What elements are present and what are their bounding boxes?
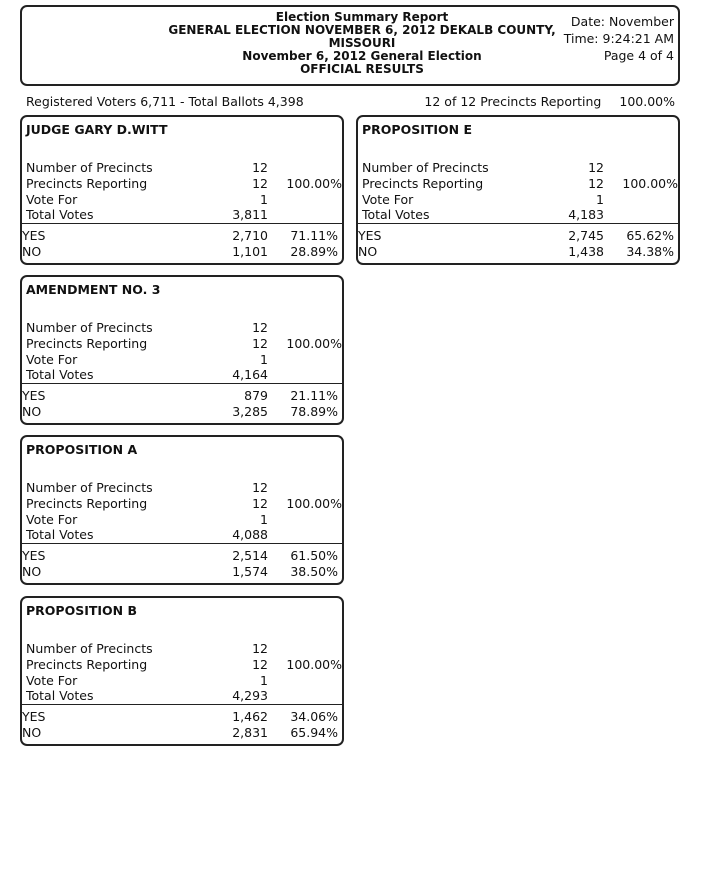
choice-row [358, 228, 678, 244]
stat-row-vote-for [26, 352, 342, 368]
choice-pct: 65.62% [626, 228, 674, 243]
stat-value: 4,164 [232, 367, 268, 382]
stat-label: Vote For [26, 192, 78, 207]
stat-pct: 100.00% [286, 657, 342, 672]
contest-box [20, 115, 344, 265]
stat-label: Precincts Reporting [26, 657, 148, 672]
choice-pct: 65.94% [290, 725, 338, 740]
choice-pct: 21.11% [290, 388, 338, 403]
stat-value: 1 [260, 673, 268, 688]
precincts-reporting-pct: 100.00% [619, 94, 675, 109]
stat-value: 4,088 [232, 527, 268, 542]
stat-row-vote-for [26, 673, 342, 689]
stat-label: Number of Precincts [362, 160, 489, 175]
stat-row-total-votes [26, 688, 342, 704]
choice-row [358, 244, 678, 260]
choice-label: YES [22, 709, 46, 724]
choice-votes: 1,462 [232, 709, 268, 724]
choice-label: NO [22, 725, 42, 740]
choice-label: NO [22, 564, 42, 579]
stat-label: Vote For [26, 352, 78, 367]
choice-label: NO [22, 244, 42, 259]
stat-pct: 100.00% [286, 496, 342, 511]
choice-pct: 34.38% [626, 244, 674, 259]
choice-label: NO [22, 404, 42, 419]
stat-pct: 100.00% [286, 176, 342, 191]
choice-pct: 71.11% [290, 228, 338, 243]
stat-row-vote-for [26, 192, 342, 208]
stat-value: 12 [252, 176, 268, 191]
choice-row [22, 548, 342, 564]
stat-value: 1 [596, 192, 604, 207]
stat-row-total-votes [26, 527, 342, 543]
choice-pct: 38.50% [290, 564, 338, 579]
stat-value: 12 [588, 160, 604, 175]
stat-label: Precincts Reporting [26, 496, 148, 511]
precincts-reporting-summary [424, 94, 675, 109]
contest-box [356, 115, 680, 265]
stat-row-precincts-reporting [26, 176, 342, 192]
stat-value: 1 [260, 352, 268, 367]
results-status: OFFICIAL RESULTS [300, 62, 424, 76]
election-state: MISSOURI [328, 36, 396, 50]
contest-title: PROPOSITION B [26, 603, 137, 618]
divider [22, 223, 342, 224]
choice-votes: 2,831 [232, 725, 268, 740]
choice-pct: 28.89% [290, 244, 338, 259]
choice-row [22, 564, 342, 580]
choice-row [22, 228, 342, 244]
stat-value: 12 [252, 160, 268, 175]
choice-label: NO [358, 244, 378, 259]
stat-pct: 100.00% [286, 336, 342, 351]
stat-value: 1 [260, 512, 268, 527]
divider [22, 704, 342, 705]
stat-row-precincts-reporting [362, 176, 678, 192]
choice-row [22, 725, 342, 741]
choice-label: YES [22, 388, 46, 403]
choice-votes: 1,101 [232, 244, 268, 259]
choice-votes: 1,438 [568, 244, 604, 259]
report-title-block [142, 11, 582, 76]
divider [358, 223, 678, 224]
choice-label: YES [22, 548, 46, 563]
stat-label: Precincts Reporting [362, 176, 484, 191]
stat-label: Total Votes [26, 527, 94, 542]
stat-row-precincts-reporting [26, 336, 342, 352]
stat-row-num-precincts [362, 160, 678, 176]
stat-label: Number of Precincts [26, 641, 153, 656]
choice-row [22, 404, 342, 420]
choice-votes: 3,285 [232, 404, 268, 419]
choice-row [22, 388, 342, 404]
choice-votes: 2,514 [232, 548, 268, 563]
stat-label: Total Votes [26, 207, 94, 222]
stat-value: 1 [260, 192, 268, 207]
stat-value: 12 [252, 336, 268, 351]
stat-row-total-votes [26, 207, 342, 223]
election-date: November 6, 2012 General Election [242, 49, 482, 63]
stat-value: 12 [252, 320, 268, 335]
stat-row-num-precincts [26, 160, 342, 176]
choice-row [22, 244, 342, 260]
report-date: Date: November [570, 14, 674, 29]
stat-value: 3,811 [232, 207, 268, 222]
choice-label: YES [22, 228, 46, 243]
choice-votes: 2,710 [232, 228, 268, 243]
stat-label: Total Votes [26, 367, 94, 382]
stat-label: Total Votes [26, 688, 94, 703]
stat-value: 12 [252, 641, 268, 656]
report-title: Election Summary Report [275, 10, 449, 24]
choice-votes: 879 [244, 388, 268, 403]
contest-box [20, 275, 344, 425]
choice-row [22, 709, 342, 725]
choice-pct: 78.89% [290, 404, 338, 419]
report-header [20, 5, 680, 86]
stat-label: Precincts Reporting [26, 176, 148, 191]
stat-label: Vote For [26, 673, 78, 688]
stat-row-num-precincts [26, 320, 342, 336]
stat-label: Number of Precincts [26, 320, 153, 335]
stat-value: 12 [252, 657, 268, 672]
stat-label: Number of Precincts [26, 160, 153, 175]
choice-pct: 34.06% [290, 709, 338, 724]
stat-row-total-votes [362, 207, 678, 223]
stat-value: 12 [252, 480, 268, 495]
stat-row-total-votes [26, 367, 342, 383]
choice-votes: 2,745 [568, 228, 604, 243]
contest-title: JUDGE GARY D.WITT [26, 122, 168, 137]
contest-title: PROPOSITION E [362, 122, 473, 137]
stat-row-vote-for [26, 512, 342, 528]
stat-row-num-precincts [26, 480, 342, 496]
stat-value: 4,293 [232, 688, 268, 703]
choice-pct: 61.50% [290, 548, 338, 563]
stat-label: Total Votes [362, 207, 430, 222]
stat-value: 12 [588, 176, 604, 191]
election-name: GENERAL ELECTION NOVEMBER 6, 2012 DEKALB COUNTY, [168, 23, 556, 37]
stat-label: Number of Precincts [26, 480, 153, 495]
page-number: Page 4 of 4 [603, 48, 674, 63]
contest-box [20, 435, 344, 585]
stat-row-precincts-reporting [26, 657, 342, 673]
report-meta [564, 13, 674, 64]
divider [22, 543, 342, 544]
voters-ballots-summary: Registered Voters 6,711 - Total Ballots 4,398 [26, 94, 304, 109]
choice-votes: 1,574 [232, 564, 268, 579]
stat-pct: 100.00% [622, 176, 678, 191]
contest-title: AMENDMENT NO. 3 [26, 282, 161, 297]
stat-value: 12 [252, 496, 268, 511]
precincts-reporting-text: 12 of 12 Precincts Reporting [424, 94, 602, 109]
stat-label: Vote For [26, 512, 78, 527]
stat-row-vote-for [362, 192, 678, 208]
stat-label: Vote For [362, 192, 414, 207]
stat-row-num-precincts [26, 641, 342, 657]
divider [22, 383, 342, 384]
choice-label: YES [358, 228, 382, 243]
report-time: Time: 9:24:21 AM [563, 31, 674, 46]
contest-title: PROPOSITION A [26, 442, 138, 457]
stat-label: Precincts Reporting [26, 336, 148, 351]
contest-box [20, 596, 344, 746]
stat-row-precincts-reporting [26, 496, 342, 512]
stat-value: 4,183 [568, 207, 604, 222]
